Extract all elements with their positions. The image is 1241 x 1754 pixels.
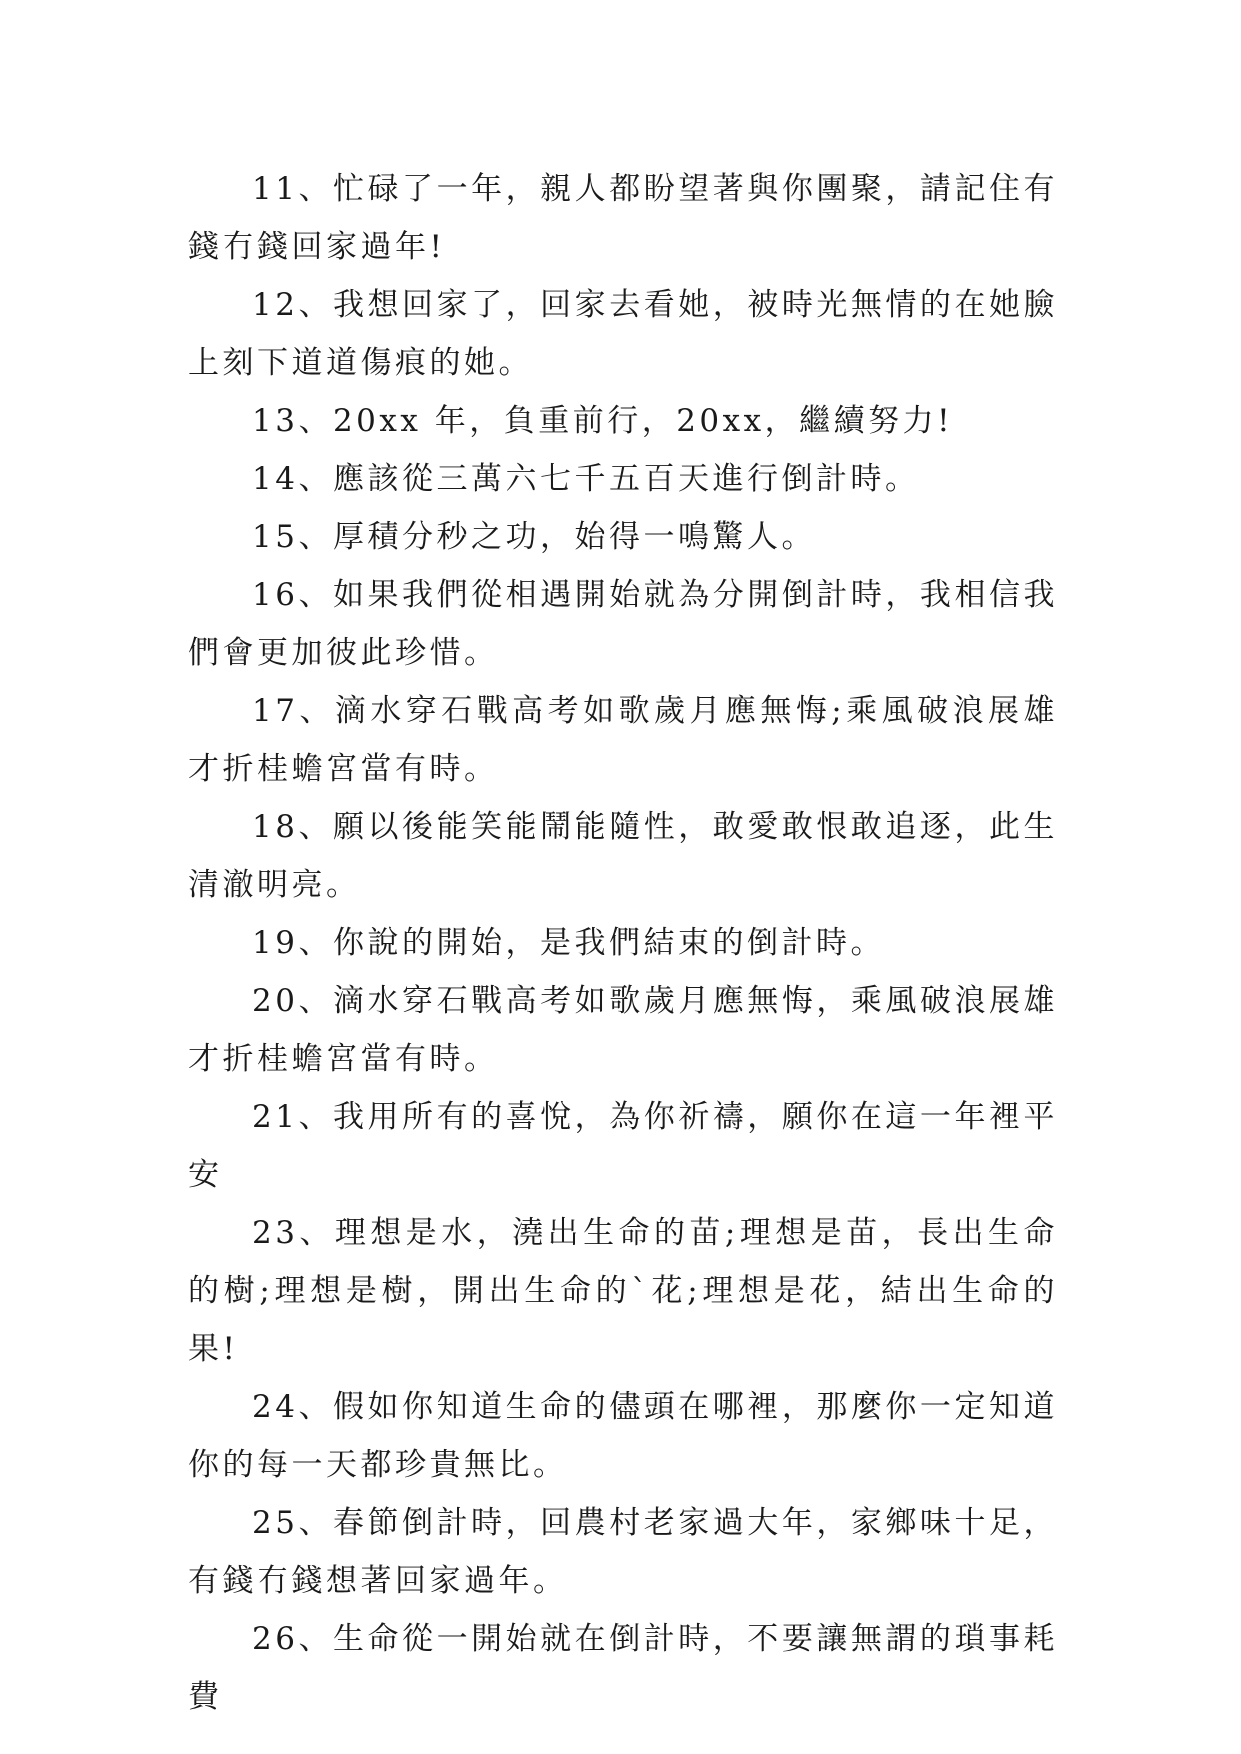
paragraph-11: 11、忙碌了一年，親人都盼望著與你團聚，請記住有錢冇錢回家過年! bbox=[188, 171, 1058, 265]
paragraph-14: 14、應該從三萬六七千五百天進行倒計時。 bbox=[252, 461, 920, 497]
paragraph-16: 16、如果我們從相遇開始就為分開倒計時，我相信我們會更加彼此珍惜。 bbox=[188, 577, 1058, 671]
paragraph-15: 15、厚積分秒之功，始得一鳴驚人。 bbox=[252, 519, 816, 555]
paragraph-21: 21、我用所有的喜悅，為你祈禱，願你在這一年裡平安 bbox=[188, 1099, 1058, 1193]
paragraph-17: 17、滴水穿石戰高考如歌歲月應無悔;乘風破浪展雄才折桂蟾宮當有時。 bbox=[188, 693, 1058, 787]
paragraph-18: 18、願以後能笑能鬧能隨性，敢愛敢恨敢追逐，此生清澈明亮。 bbox=[188, 809, 1058, 903]
paragraph-23: 23、理想是水，澆出生命的苗;理想是苗，長出生命的樹;理想是樹，開出生命的`花;理想是花，結出生命的果! bbox=[188, 1215, 1058, 1367]
paragraph-24: 24、假如你知道生命的儘頭在哪裡，那麼你一定知道你的每一天都珍貴無比。 bbox=[188, 1389, 1058, 1483]
paragraph-25: 25、春節倒計時，回農村老家過大年，家鄉味十足，有錢冇錢想著回家過年。 bbox=[188, 1505, 1058, 1599]
paragraph-20: 20、滴水穿石戰高考如歌歲月應無悔，乘風破浪展雄才折桂蟾宮當有時。 bbox=[188, 983, 1058, 1077]
paragraph-26: 26、生命從一開始就在倒計時，不要讓無謂的瑣事耗費 bbox=[188, 1621, 1058, 1715]
paragraph-13: 13、20xx 年，負重前行，20xx，繼續努力! bbox=[252, 403, 954, 439]
paragraph-19: 19、你說的開始，是我們結束的倒計時。 bbox=[252, 925, 885, 961]
document-body bbox=[188, 160, 1058, 1726]
paragraph-12: 12、我想回家了，回家去看她，被時光無情的在她臉上刻下道道傷痕的她。 bbox=[188, 287, 1058, 381]
